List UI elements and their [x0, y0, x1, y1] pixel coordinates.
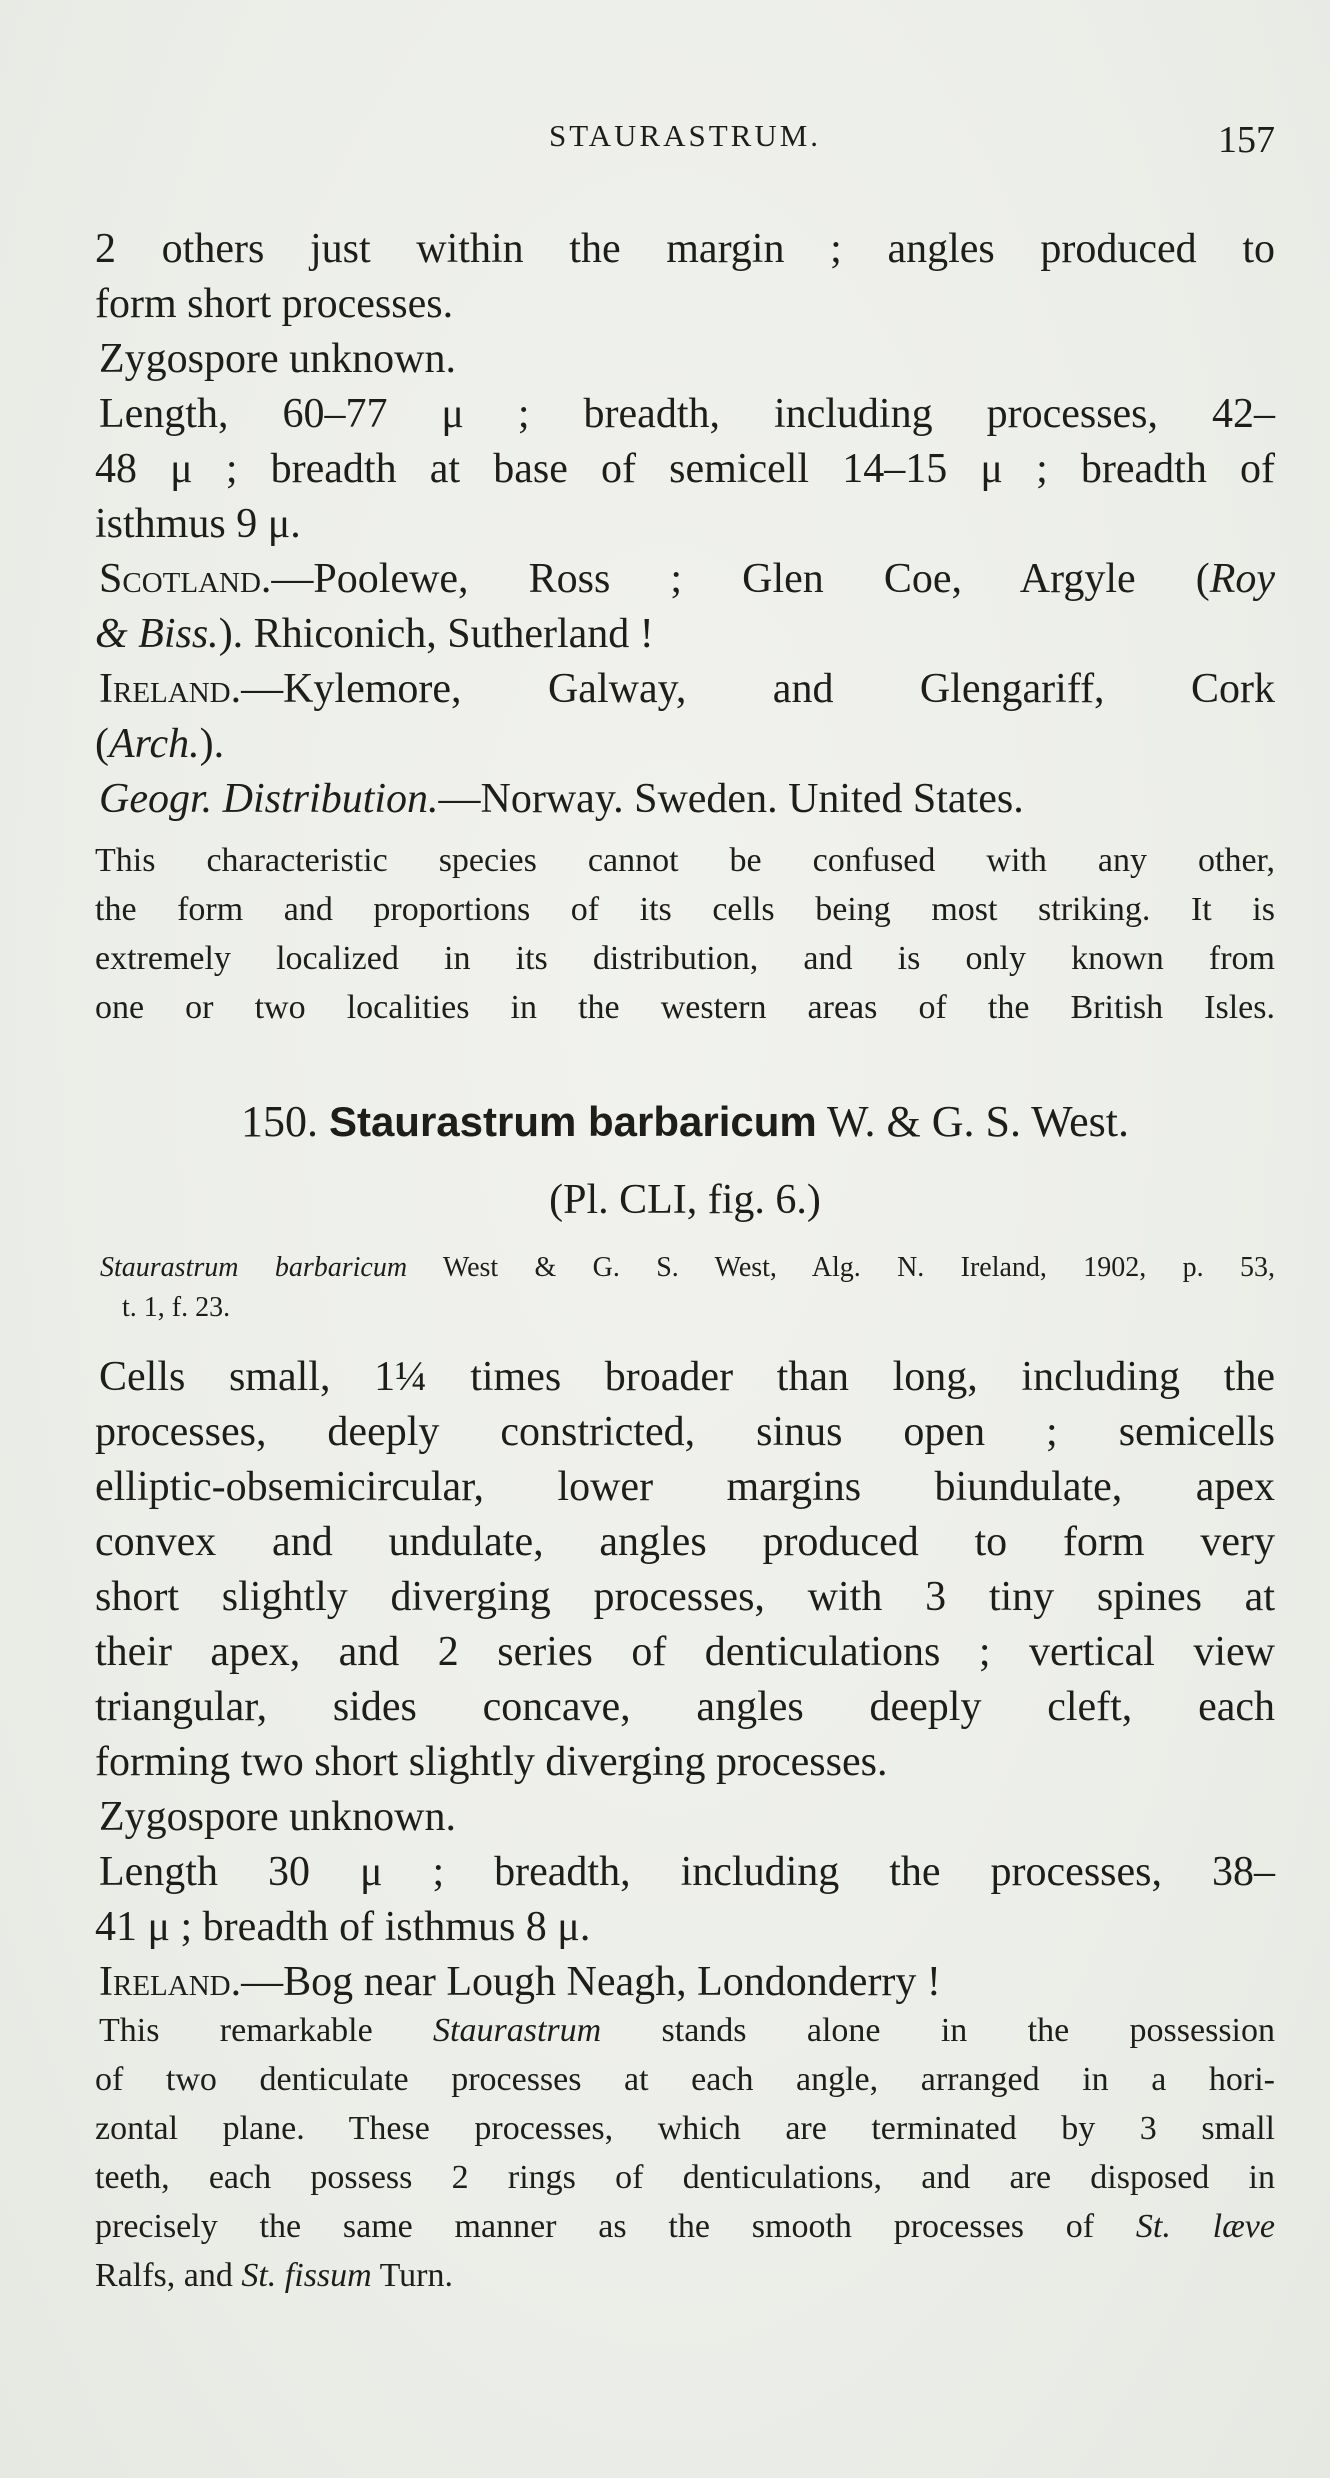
species-name: St. fissum — [241, 2257, 372, 2294]
note-text: Turn. — [371, 2257, 453, 2294]
collector-name: & Biss. — [95, 611, 219, 657]
zygospore-line: Zygospore unknown. — [99, 336, 456, 382]
citation-line — [100, 1248, 1275, 1288]
distribution-text: —Norway. Sweden. United States. — [438, 776, 1024, 822]
page-number: 157 — [1218, 119, 1275, 161]
note-line: one or two localities in the western areas of the British Isles. — [95, 989, 1275, 1026]
description-line: triangular, sides concave, angles deeply cleft, each — [95, 1684, 1275, 1730]
measurement-line: 48 μ ; breadth at base of semicell 14–15 μ ; breadth of — [95, 446, 1275, 492]
locality-text: —Poolewe, Ross ; Glen Coe, Argyle ( — [271, 556, 1210, 602]
note-line: teeth, each possess 2 rings of denticulations, and are disposed in — [95, 2159, 1275, 2196]
measurement-line: isthmus 9 μ. — [95, 501, 301, 547]
locality-scotland-line — [95, 552, 1275, 607]
measurement-line: Length 30 μ ; breadth, including the processes, 38– — [99, 1849, 1275, 1895]
plate-reference: (Pl. CLI, fig. 6.) — [549, 1177, 821, 1223]
locality-text: ). Rhiconich, Sutherland ! — [218, 611, 654, 657]
region-label: Scotland. — [99, 556, 272, 602]
note-text: stands alone in the possession — [601, 2012, 1275, 2049]
note-text: This remarkable — [99, 2012, 434, 2049]
zygospore-line: Zygospore unknown. — [99, 1794, 456, 1840]
distribution-label: Geogr. Distribution. — [99, 776, 439, 822]
note-line: zontal plane. These processes, which are terminated by 3 small — [95, 2110, 1275, 2147]
description-line: processes, deeply constricted, sinus open ; semicells — [95, 1409, 1275, 1455]
locality-ireland-line — [95, 717, 1275, 772]
description-line: short slightly diverging processes, with 3 tiny spines at — [95, 1574, 1275, 1620]
species-citation — [100, 1248, 1275, 1328]
locality-ireland-line — [95, 1955, 1275, 2010]
collector-name: Roy — [1209, 556, 1275, 602]
species-149-description-end — [95, 222, 1275, 827]
locality-text: —Bog near Lough Neagh, Londonderry ! — [241, 1959, 941, 2005]
note-line — [95, 2202, 1275, 2251]
note-line: of two denticulate processes at each angle, arranged in a hori- — [95, 2061, 1275, 2098]
page-header — [95, 118, 1275, 178]
species-150-description — [95, 1350, 1275, 2010]
locality-scotland-line — [95, 607, 1275, 662]
text-line: form short processes. — [95, 281, 454, 327]
citation-line: t. 1, f. 23. — [122, 1292, 231, 1323]
locality-ireland-line — [95, 662, 1275, 717]
note-line: extremely localized in its distribution, and is only known from — [95, 940, 1275, 977]
collector-name: Arch. — [109, 721, 200, 767]
description-line: elliptic-obsemicircular, lower margins biundulate, apex — [95, 1464, 1275, 1510]
text-line: 2 others just within the margin ; angles produced to — [95, 226, 1275, 272]
species-number: 150. — [240, 1097, 318, 1146]
description-line: their apex, and 2 series of denticulations ; vertical view — [95, 1629, 1275, 1675]
note-line: This characteristic species cannot be confused with any other, — [95, 842, 1275, 879]
species-150-note — [95, 2006, 1275, 2300]
description-line: forming two short slightly diverging processes. — [95, 1739, 888, 1785]
species-binomial: Staurastrum barbaricum — [328, 1098, 817, 1145]
distribution-line — [95, 772, 1275, 827]
description-line: Cells small, 1¼ times broader than long, including the — [99, 1354, 1275, 1400]
note-text: precisely the same manner as the smooth processes of — [95, 2208, 1136, 2245]
species-name: St. læve — [1135, 2208, 1275, 2245]
locality-text: —Kylemore, Galway, and Glengariff, Cork — [241, 666, 1275, 712]
citation-text: West & G. S. West, Alg. N. Ireland, 1902, p. 53, — [407, 1252, 1275, 1283]
species-authority: W. & G. S. West. — [826, 1097, 1130, 1146]
paren: ( — [95, 721, 109, 767]
region-label: Ireland. — [99, 1959, 242, 2005]
running-title: STAURASTRUM. — [548, 118, 822, 153]
note-text: Ralfs, and — [95, 2257, 242, 2294]
measurement-line: 41 μ ; breadth of isthmus 8 μ. — [95, 1904, 591, 1950]
genus-name: Staurastrum — [433, 2012, 602, 2049]
description-line: convex and undulate, angles produced to form very — [95, 1519, 1275, 1565]
species-149-note — [95, 836, 1275, 1032]
region-label: Ireland. — [99, 666, 242, 712]
measurement-line: Length, 60–77 μ ; breadth, including processes, 42– — [99, 391, 1275, 437]
paren: ). — [199, 721, 225, 767]
note-line — [95, 2006, 1275, 2055]
note-line: the form and proportions of its cells being most striking. It is — [95, 891, 1275, 928]
species-heading — [95, 1096, 1275, 1147]
citation-name: Staurastrum barbaricum — [100, 1252, 408, 1283]
note-line — [95, 2251, 1275, 2300]
